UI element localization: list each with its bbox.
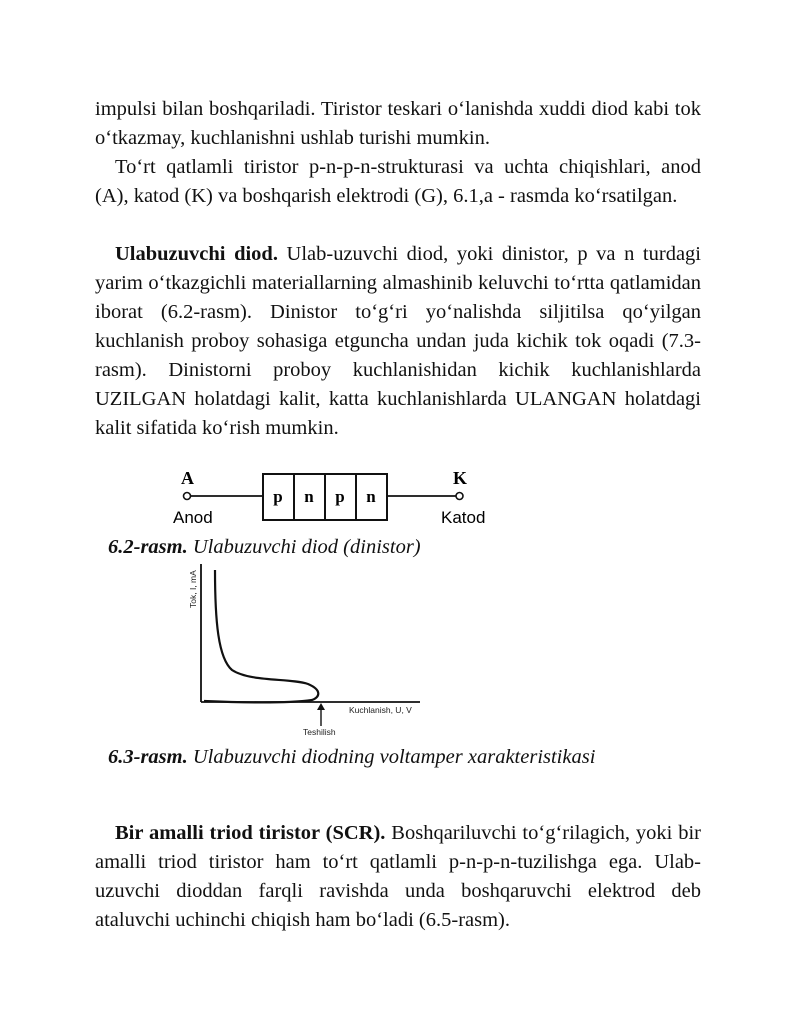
layer-label-n1: n <box>304 487 314 506</box>
cathode-terminal <box>456 493 463 500</box>
anode-terminal <box>184 493 191 500</box>
cathode-label: Katod <box>441 508 486 527</box>
layer-label-n2: n <box>366 487 376 506</box>
va-characteristic-plot <box>180 560 440 740</box>
iv-curve <box>204 570 318 702</box>
paragraph-2: To‘rt qatlamli tiristor p-n-p-n-strukturasi va uchta chiqishlari, anod (A), katod (K) va boshqarish elektrodi (G), 6.1,a - rasmda ko‘rsatilgan. <box>95 156 701 207</box>
breakdown-arrowhead <box>317 703 325 710</box>
figure-6-2-number: 6.2-rasm. <box>108 536 188 558</box>
paragraph-4-body: Boshqariluvchi to‘g‘rilagich, yoki bir amalli triod tiristor ham to‘rt qatlamli p-n-p-n-tuzilishga ega. Ulab-uzuvchi dioddan farqli ravishda unda boshqaruvchi elektrod deb ataluvchi uchinchi chiqish ham bo‘ladi (6.5-rasm). <box>95 822 701 931</box>
cathode-letter: K <box>453 468 468 488</box>
figure-6-3-number: 6.3-rasm. <box>108 746 188 768</box>
y-axis-label: Tok, I, mA <box>188 570 198 608</box>
anode-label: Anod <box>173 508 213 527</box>
paragraph-4 <box>95 819 701 935</box>
figure-6-2-title: Ulabuzuvchi diod (dinistor) <box>187 536 421 558</box>
layer-label-p1: p <box>273 487 283 506</box>
dinistor-diagram <box>165 463 495 533</box>
paragraph-3-body: Ulab-uzuvchi diod, yoki dinistor, p va n turdagi yarim o‘tkazgichli materiallarning almashinib keluvchi to‘rtta qatlamidan iborat (6.2-rasm). Dinistor to‘g‘ri yo‘nalishda siljitilsa qo‘yilgan kuchlanish proboy sohasiga etguncha undan juda kichik tok oqadi (7.3-rasm). Dinistorni proboy kuchlanishidan kichik kuchlanishlarda UZILGAN holatdagi kalit, katta kuchlanishlarda ULANGAN holatdagi kalit sifatida ko‘rish mumkin. <box>95 243 701 439</box>
paragraph-3 <box>95 240 701 443</box>
paragraph-1: impulsi bilan boshqariladi. Tiristor teskari o‘lanishda xuddi diod kabi tok o‘tkazmay, kuchlanishni ushlab turishi mumkin. <box>95 98 701 149</box>
x-axis-label: Kuchlanish, U, V <box>349 705 412 715</box>
layer-label-p2: p <box>335 487 345 506</box>
figure-6-3-caption <box>108 746 595 769</box>
paragraph-3-heading: Ulabuzuvchi diod. <box>115 243 278 265</box>
anode-letter: A <box>181 468 194 488</box>
paragraph-4-heading: Bir amalli triod tiristor (SCR). <box>115 822 386 844</box>
figure-6-3-title: Ulabuzuvchi diodning voltamper xarakteristikasi <box>187 746 596 768</box>
figure-6-2-caption <box>108 536 421 559</box>
breakdown-label: Teshilish <box>303 727 336 737</box>
